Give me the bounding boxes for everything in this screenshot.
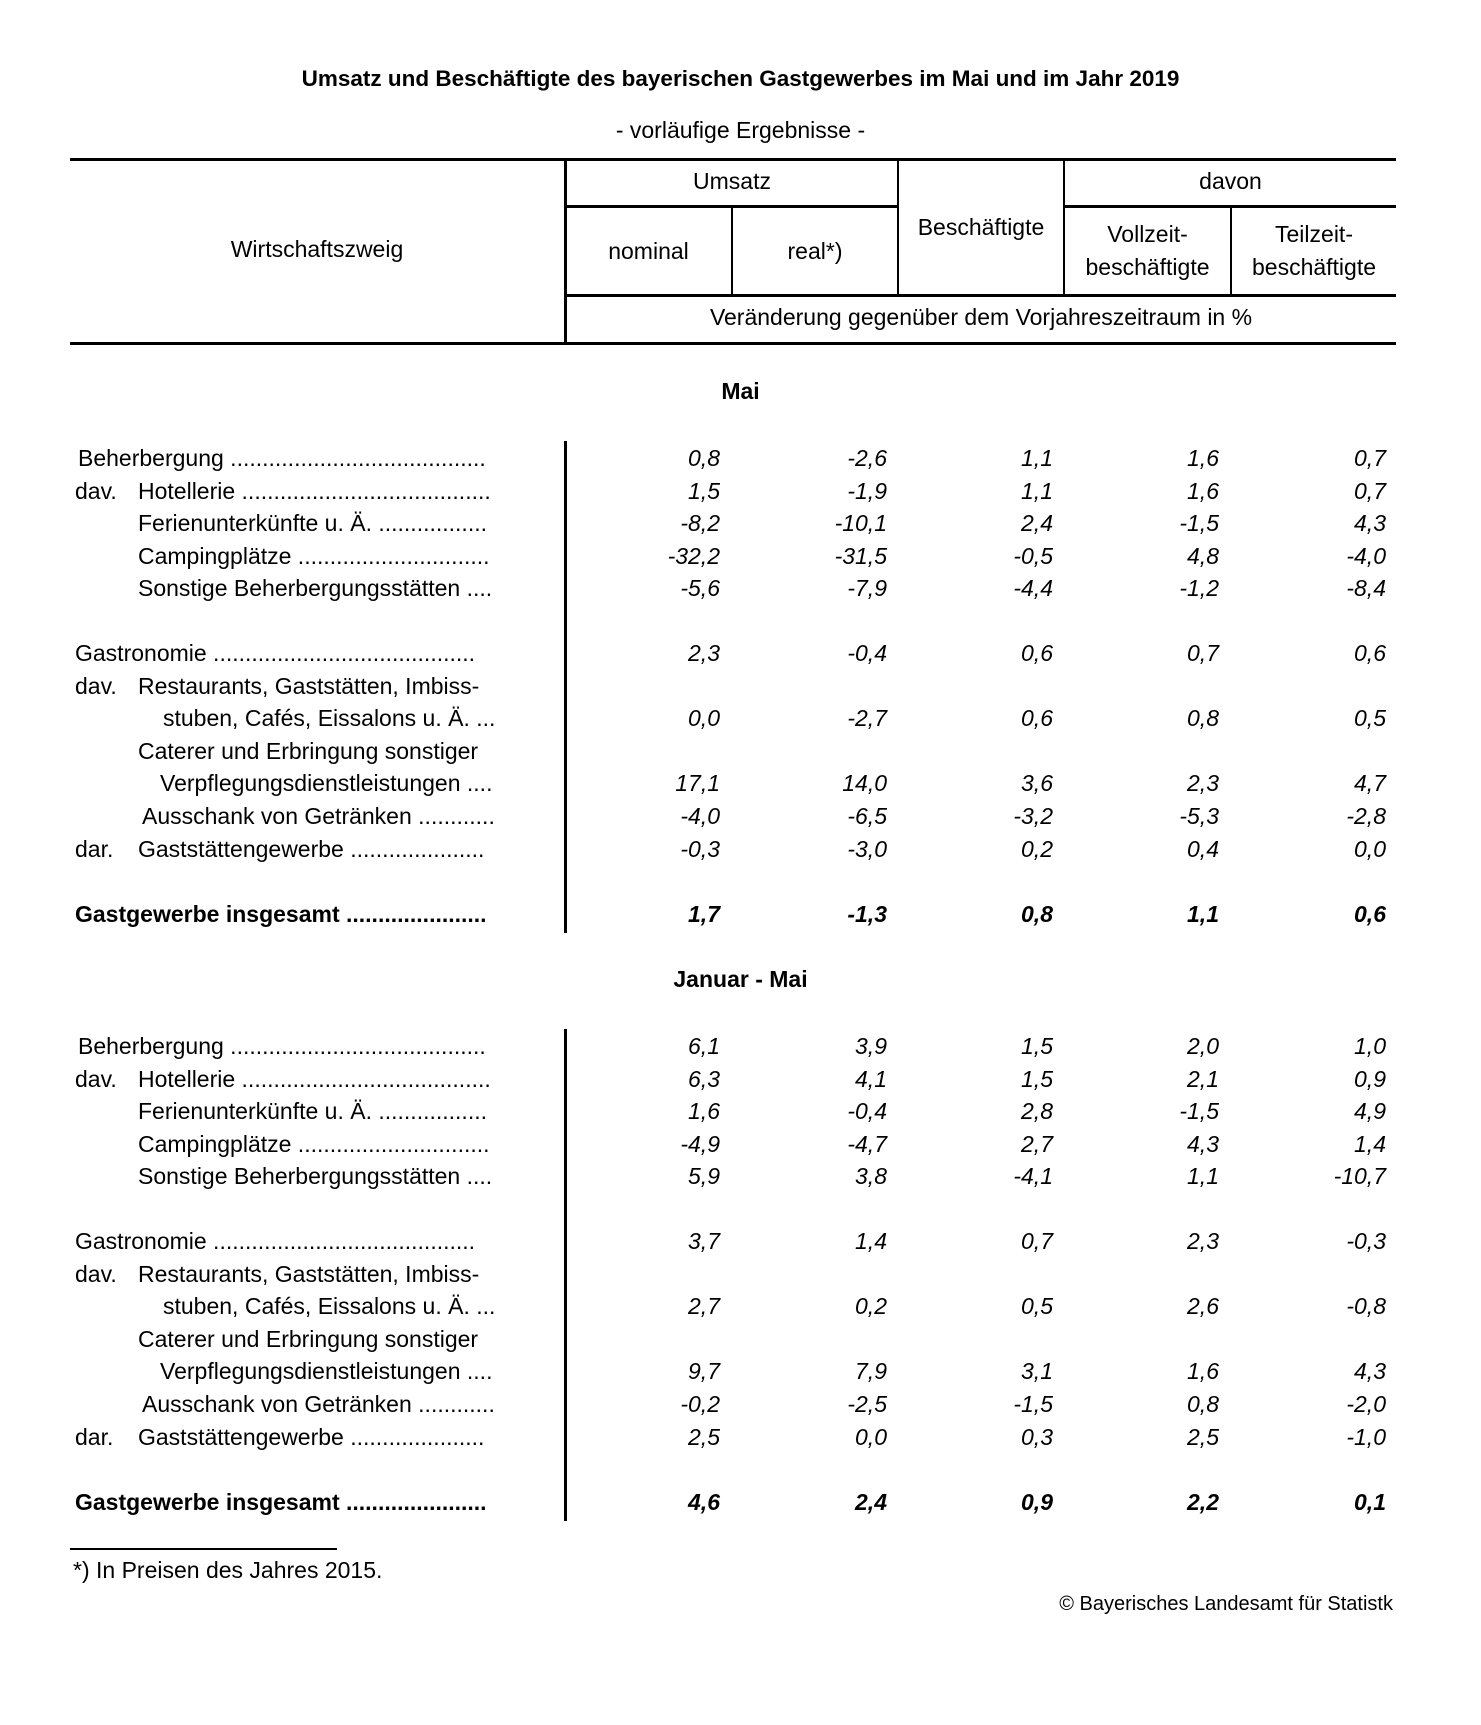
table-row xyxy=(0,1391,1481,1424)
value-beschaeftigte: 2,7 xyxy=(1021,1131,1053,1157)
row-label: Gastgewerbe insgesamt ...................... xyxy=(75,901,487,927)
value-teilzeit: -10,7 xyxy=(1333,1163,1386,1189)
value-beschaeftigte: 0,2 xyxy=(1021,836,1053,862)
value-beschaeftigte: 0,9 xyxy=(1021,1489,1053,1515)
header-unit: Veränderung gegenüber dem Vorjahreszeitraum in % xyxy=(709,304,1253,330)
value-nominal: -4,9 xyxy=(680,1131,720,1157)
row-label: Restaurants, Gaststätten, Imbiss- xyxy=(138,673,480,699)
value-vollzeit: 2,5 xyxy=(1187,1424,1219,1450)
header-bottom-rule xyxy=(70,342,1396,345)
value-vollzeit: 2,6 xyxy=(1187,1293,1219,1319)
value-teilzeit: 0,7 xyxy=(1354,478,1386,504)
value-vollzeit: 2,1 xyxy=(1187,1066,1219,1092)
row-prefix: dav. xyxy=(75,1066,117,1092)
table-row xyxy=(0,705,1481,738)
row-label: Gastgewerbe insgesamt ...................... xyxy=(75,1489,487,1515)
value-beschaeftigte: 3,6 xyxy=(1021,770,1053,796)
header-beschaeftigte: Beschäftigte xyxy=(917,214,1045,240)
value-vollzeit: 2,0 xyxy=(1187,1033,1219,1059)
value-real: -1,3 xyxy=(847,901,887,927)
value-vollzeit: 1,6 xyxy=(1187,445,1219,471)
value-vollzeit: -5,3 xyxy=(1179,803,1219,829)
table-row xyxy=(0,640,1481,673)
table-row xyxy=(0,836,1481,869)
value-vollzeit: -1,5 xyxy=(1179,510,1219,536)
section-title: Januar - Mai xyxy=(673,966,808,992)
value-vollzeit: 1,1 xyxy=(1187,1163,1219,1189)
row-label: Beherbergung ........................................ xyxy=(78,445,486,471)
table-row xyxy=(0,1424,1481,1457)
row-label: Gaststättengewerbe ..................... xyxy=(138,1424,485,1450)
header-vollzeit-line2: beschäftigte xyxy=(1085,254,1210,280)
footnote-rule xyxy=(70,1548,337,1550)
row-prefix: dar. xyxy=(75,836,114,862)
value-vollzeit: 1,6 xyxy=(1187,1358,1219,1384)
value-nominal: 1,7 xyxy=(688,901,720,927)
value-nominal: 3,7 xyxy=(688,1228,720,1254)
row-label: Hotellerie ....................................... xyxy=(138,478,491,504)
table-row xyxy=(0,543,1481,576)
value-nominal: -0,2 xyxy=(680,1391,720,1417)
value-nominal: 0,8 xyxy=(688,445,720,471)
value-beschaeftigte: 0,7 xyxy=(1021,1228,1053,1254)
value-nominal: 2,3 xyxy=(688,640,720,666)
value-teilzeit: -8,4 xyxy=(1346,575,1386,601)
value-vollzeit: 0,4 xyxy=(1187,836,1219,862)
value-beschaeftigte: 0,6 xyxy=(1021,705,1053,731)
value-real: -7,9 xyxy=(847,575,887,601)
value-beschaeftigte: 0,3 xyxy=(1021,1424,1053,1450)
header-umsatz: Umsatz xyxy=(693,168,771,194)
row-label: stuben, Cafés, Eissalons u. Ä. ... xyxy=(163,705,496,731)
value-teilzeit: 1,0 xyxy=(1354,1033,1386,1059)
footnote: *) In Preisen des Jahres 2015. xyxy=(73,1557,383,1583)
value-beschaeftigte: 0,5 xyxy=(1021,1293,1053,1319)
row-prefix: dav. xyxy=(75,673,117,699)
value-beschaeftigte: 0,6 xyxy=(1021,640,1053,666)
value-teilzeit: -2,0 xyxy=(1346,1391,1386,1417)
value-vollzeit: 2,3 xyxy=(1187,1228,1219,1254)
row-label: Verpflegungsdienstleistungen .... xyxy=(160,770,493,796)
value-beschaeftigte: 0,8 xyxy=(1021,901,1053,927)
value-beschaeftigte: 1,5 xyxy=(1021,1066,1053,1092)
value-teilzeit: 0,9 xyxy=(1354,1066,1386,1092)
table-row xyxy=(0,575,1481,608)
value-real: -10,1 xyxy=(834,510,887,536)
value-vollzeit: 0,8 xyxy=(1187,1391,1219,1417)
row-label: Caterer und Erbringung sonstiger xyxy=(138,738,479,764)
header-davon: davon xyxy=(1199,168,1262,194)
value-nominal: 1,5 xyxy=(688,478,720,504)
row-label: Ferienunterkünfte u. Ä. ................. xyxy=(138,510,487,536)
value-real: -0,4 xyxy=(847,640,887,666)
row-label: Sonstige Beherbergungsstätten .... xyxy=(138,1163,493,1189)
value-teilzeit: -1,0 xyxy=(1346,1424,1386,1450)
value-teilzeit: 0,6 xyxy=(1354,640,1386,666)
value-teilzeit: 0,0 xyxy=(1354,836,1386,862)
value-teilzeit: 0,1 xyxy=(1354,1489,1386,1515)
value-beschaeftigte: -4,1 xyxy=(1013,1163,1053,1189)
value-real: 2,4 xyxy=(855,1489,887,1515)
value-teilzeit: 4,3 xyxy=(1354,510,1386,536)
table-row xyxy=(0,1293,1481,1326)
value-beschaeftigte: -0,5 xyxy=(1013,543,1053,569)
row-label: Caterer und Erbringung sonstiger xyxy=(138,1326,479,1352)
value-vollzeit: 1,6 xyxy=(1187,478,1219,504)
value-real: -31,5 xyxy=(834,543,887,569)
value-nominal: 6,1 xyxy=(688,1033,720,1059)
table-row xyxy=(0,445,1481,478)
value-real: -3,0 xyxy=(847,836,887,862)
value-teilzeit: 1,4 xyxy=(1354,1131,1386,1157)
value-vollzeit: 4,3 xyxy=(1187,1131,1219,1157)
value-nominal: -0,3 xyxy=(680,836,720,862)
value-beschaeftigte: -3,2 xyxy=(1013,803,1053,829)
value-beschaeftigte: 3,1 xyxy=(1021,1358,1053,1384)
table-row xyxy=(0,738,1481,771)
value-real: 7,9 xyxy=(855,1358,887,1384)
value-nominal: -4,0 xyxy=(680,803,720,829)
value-beschaeftigte: 1,5 xyxy=(1021,1033,1053,1059)
copyright: © Bayerisches Landesamt für Statistk xyxy=(1059,1593,1393,1615)
value-real: 1,4 xyxy=(855,1228,887,1254)
row-label: Gastronomie ......................................... xyxy=(75,1228,476,1254)
row-prefix: dav. xyxy=(75,1261,117,1287)
value-teilzeit: 4,9 xyxy=(1354,1098,1386,1124)
value-beschaeftigte: -1,5 xyxy=(1013,1391,1053,1417)
row-label: Verpflegungsdienstleistungen .... xyxy=(160,1358,493,1384)
value-vollzeit: 0,8 xyxy=(1187,705,1219,731)
row-label: Gastronomie ......................................... xyxy=(75,640,476,666)
value-nominal: 1,6 xyxy=(688,1098,720,1124)
value-real: -2,7 xyxy=(847,705,887,731)
value-real: 0,2 xyxy=(855,1293,887,1319)
value-vollzeit: -1,5 xyxy=(1179,1098,1219,1124)
header-teilzeit-line1: Teilzeit- xyxy=(1275,221,1353,247)
table-row xyxy=(0,478,1481,511)
value-real: 0,0 xyxy=(855,1424,887,1450)
value-teilzeit: 4,3 xyxy=(1354,1358,1386,1384)
table-row xyxy=(0,1131,1481,1164)
page-title: Umsatz und Beschäftigte des bayerischen Gastgewerbes im Mai und im Jahr 2019 xyxy=(301,66,1180,91)
table-row xyxy=(0,770,1481,803)
value-vollzeit: 4,8 xyxy=(1187,543,1219,569)
value-real: 3,9 xyxy=(855,1033,887,1059)
value-nominal: 5,9 xyxy=(688,1163,720,1189)
value-teilzeit: -0,8 xyxy=(1346,1293,1386,1319)
value-nominal: -8,2 xyxy=(680,510,720,536)
value-beschaeftigte: -4,4 xyxy=(1013,575,1053,601)
row-label: Gaststättengewerbe ..................... xyxy=(138,836,485,862)
page-subtitle: - vorläufige Ergebnisse - xyxy=(615,117,866,143)
value-vollzeit: 2,3 xyxy=(1187,770,1219,796)
value-nominal: 4,6 xyxy=(688,1489,720,1515)
value-nominal: 17,1 xyxy=(675,770,720,796)
value-nominal: -32,2 xyxy=(667,543,720,569)
value-real: -6,5 xyxy=(847,803,887,829)
value-real: -4,7 xyxy=(847,1131,887,1157)
value-real: 3,8 xyxy=(855,1163,887,1189)
section-title: Mai xyxy=(721,378,760,404)
header-top-rule xyxy=(70,158,1396,161)
row-label: Sonstige Beherbergungsstätten .... xyxy=(138,575,493,601)
header-real: real*) xyxy=(787,238,843,264)
value-real: -2,5 xyxy=(847,1391,887,1417)
table-row xyxy=(0,1033,1481,1066)
header-wirtschaftszweig: Wirtschaftszweig xyxy=(230,236,404,262)
table-row xyxy=(0,1358,1481,1391)
value-nominal: 9,7 xyxy=(688,1358,720,1384)
value-vollzeit: 1,1 xyxy=(1187,901,1219,927)
row-label: Ausschank von Getränken ............ xyxy=(142,803,495,829)
value-beschaeftigte: 1,1 xyxy=(1021,445,1053,471)
value-real: -0,4 xyxy=(847,1098,887,1124)
row-label: Beherbergung ........................................ xyxy=(78,1033,486,1059)
table-row xyxy=(0,1066,1481,1099)
value-teilzeit: -0,3 xyxy=(1346,1228,1386,1254)
row-label: Hotellerie ....................................... xyxy=(138,1066,491,1092)
value-real: -2,6 xyxy=(847,445,887,471)
value-vollzeit: 0,7 xyxy=(1187,640,1219,666)
row-label: stuben, Cafés, Eissalons u. Ä. ... xyxy=(163,1293,496,1319)
value-teilzeit: -4,0 xyxy=(1346,543,1386,569)
row-prefix: dav. xyxy=(75,478,117,504)
value-teilzeit: 0,7 xyxy=(1354,445,1386,471)
row-label: Ferienunterkünfte u. Ä. ................. xyxy=(138,1098,487,1124)
value-beschaeftigte: 2,4 xyxy=(1021,510,1053,536)
table-row xyxy=(0,1098,1481,1131)
value-teilzeit: 0,6 xyxy=(1354,901,1386,927)
row-label: Campingplätze .............................. xyxy=(138,543,490,569)
table-row xyxy=(0,1261,1481,1294)
table-row xyxy=(0,1326,1481,1359)
value-nominal: 6,3 xyxy=(688,1066,720,1092)
table-row xyxy=(0,673,1481,706)
value-nominal: 2,7 xyxy=(688,1293,720,1319)
value-real: 14,0 xyxy=(842,770,887,796)
value-real: -1,9 xyxy=(847,478,887,504)
header-vollzeit-line1: Vollzeit- xyxy=(1107,221,1188,247)
row-label: Campingplätze .............................. xyxy=(138,1131,490,1157)
header-nominal: nominal xyxy=(608,238,689,264)
row-label: Restaurants, Gaststätten, Imbiss- xyxy=(138,1261,480,1287)
value-vollzeit: -1,2 xyxy=(1179,575,1219,601)
value-teilzeit: 0,5 xyxy=(1354,705,1386,731)
total-row xyxy=(0,1489,1481,1522)
row-label: Ausschank von Getränken ............ xyxy=(142,1391,495,1417)
header-teilzeit-line2: beschäftigte xyxy=(1251,254,1377,280)
value-beschaeftigte: 2,8 xyxy=(1021,1098,1053,1124)
value-nominal: -5,6 xyxy=(680,575,720,601)
value-nominal: 0,0 xyxy=(688,705,720,731)
value-teilzeit: -2,8 xyxy=(1346,803,1386,829)
value-nominal: 2,5 xyxy=(688,1424,720,1450)
table-row xyxy=(0,1163,1481,1196)
subheader-rule xyxy=(566,294,1396,297)
total-row xyxy=(0,901,1481,934)
table-row xyxy=(0,510,1481,543)
value-teilzeit: 4,7 xyxy=(1354,770,1386,796)
value-vollzeit: 2,2 xyxy=(1187,1489,1219,1515)
table-row xyxy=(0,1228,1481,1261)
value-real: 4,1 xyxy=(855,1066,887,1092)
value-beschaeftigte: 1,1 xyxy=(1021,478,1053,504)
table-row xyxy=(0,803,1481,836)
row-prefix: dar. xyxy=(75,1424,114,1450)
